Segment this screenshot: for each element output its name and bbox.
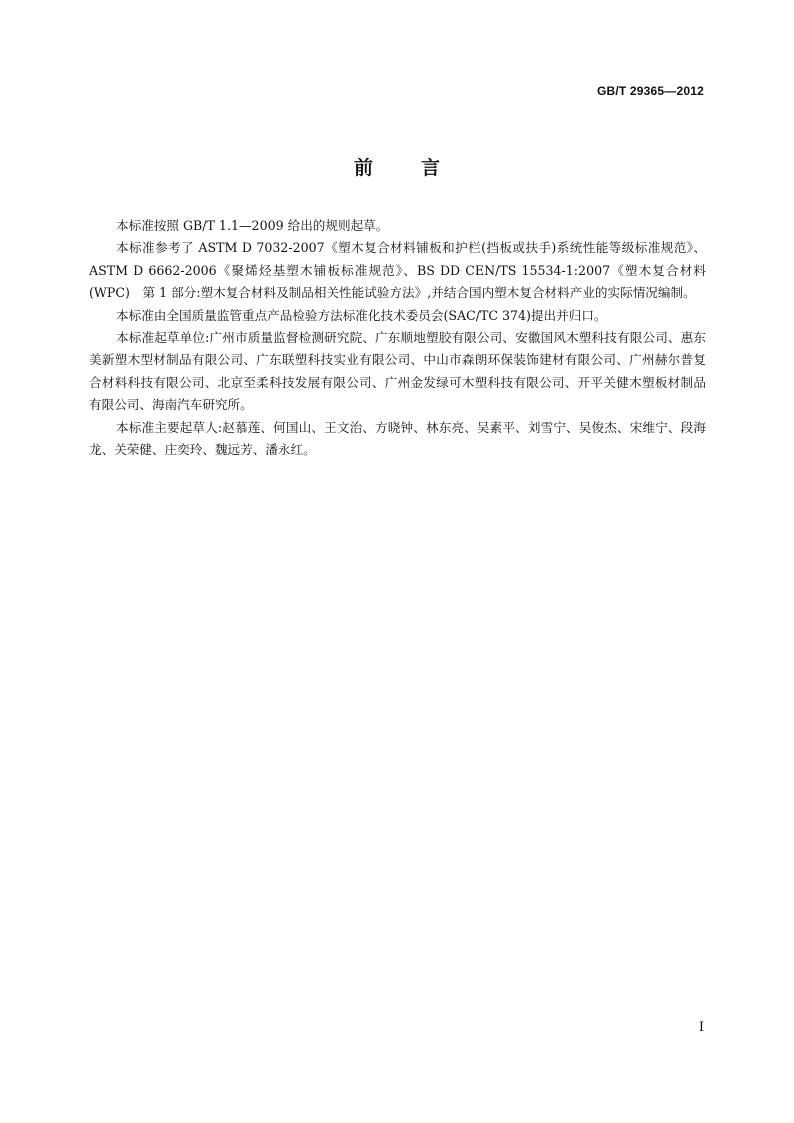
title-char-2: 言 — [421, 157, 441, 179]
paragraph-drafting-units: 本标准起草单位:广州市质量监督检测研究院、广东顺地塑胶有限公司、安徽国风木塑科技有限公司、惠东美新塑木型材制品有限公司、广东联塑科技实业有限公司、中山市森朗环保装饰建材有限公司、广州赫尔普复合材料科技有限公司、北京至柔科技发展有限公司、广州金发绿可木塑科技有限公司、开平关健木塑板材制品有限公司、海南汽车研究所。 — [89, 330, 706, 413]
standard-code: GB/T 29365—2012 — [596, 84, 704, 98]
paragraph-references: 本标准参考了 ASTM D 7032-2007《塑木复合材料铺板和护栏(挡板或扶手)系统性能等级标准规范》、ASTM D 6662-2006《聚烯烃基塑木铺板标准规范》、BS DD CEN/TS 15534-1:2007《塑木复合材料(WPC) 第 1 部分:塑木复合材料及制品相关性能试验方法》,并结合国内塑木复合材料产业的实际情况编制。 — [89, 240, 706, 301]
page-number: I — [698, 1020, 704, 1035]
page-title — [0, 153, 794, 180]
title-char-1: 前 — [353, 157, 373, 179]
paragraph-drafting-rules: 本标准按照 GB/T 1.1—2009 给出的规则起草。 — [116, 218, 389, 233]
foreword-body — [89, 215, 706, 461]
paragraph-drafters: 本标准主要起草人:赵慕莲、何国山、王文治、方晓钟、林东亮、吴素平、刘雪宁、吴俊杰、宋维宁、段海龙、关荣健、庄奕玲、魏远芳、潘永红。 — [89, 419, 706, 458]
paragraph-proposer: 本标准由全国质量监管重点产品检验方法标准化技术委员会(SAC/TC 374)提出并归口。 — [116, 307, 607, 323]
